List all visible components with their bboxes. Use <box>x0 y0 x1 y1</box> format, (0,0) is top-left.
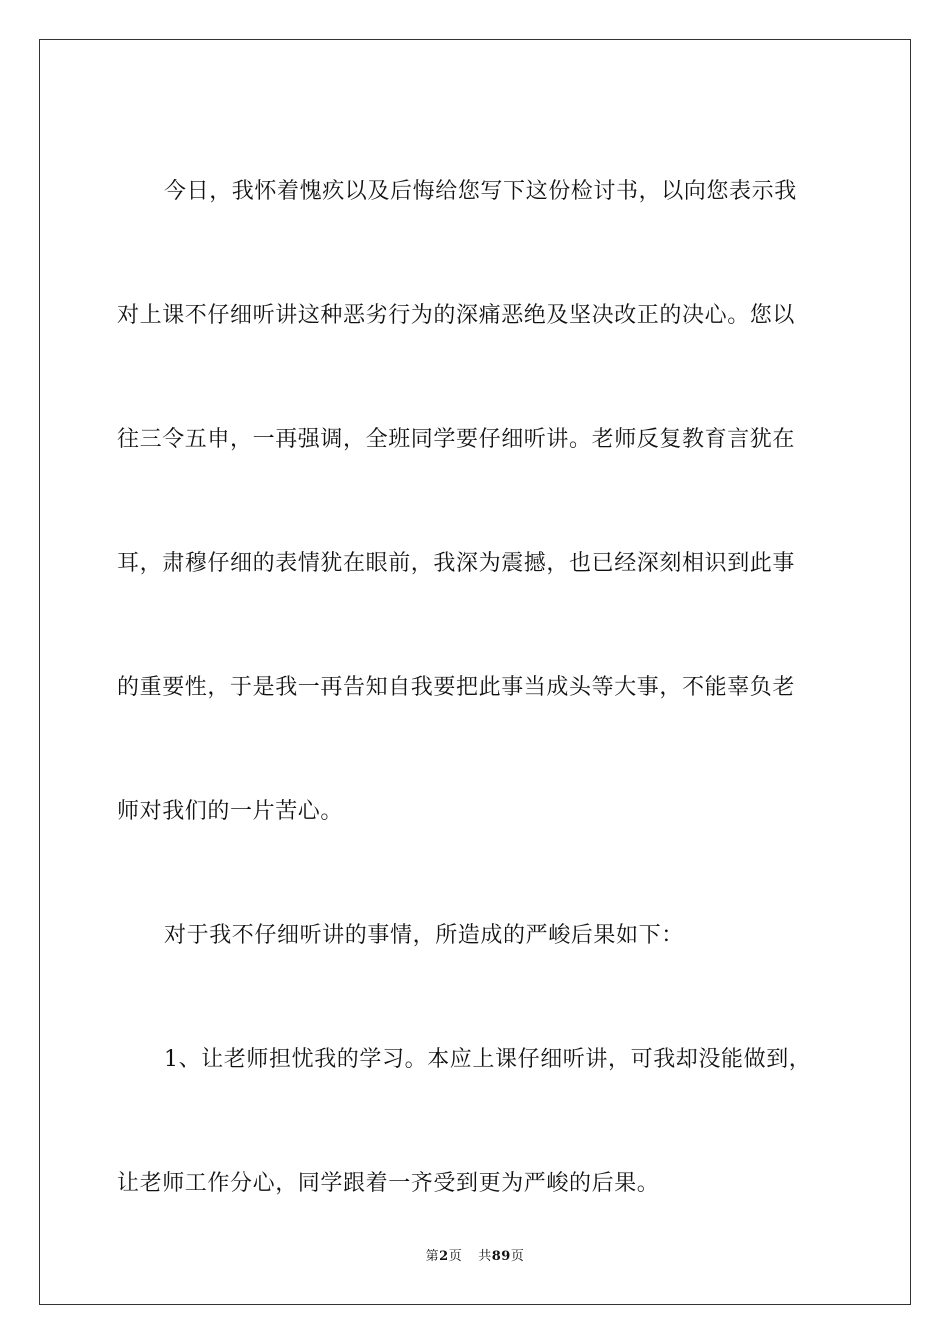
paragraph-line-2: 对上课不仔细听讲这种恶劣行为的深痛恶绝及坚决改正的决心。您以 <box>117 303 796 328</box>
paragraph-line-7: 对于我不仔细听讲的事情，所造成的严峻后果如下： <box>164 923 684 948</box>
paragraph-line-8: 1、让老师担忧我的学习。本应上课仔细听讲，可我却没能做到， <box>164 1047 812 1072</box>
paragraph-line-4: 耳，肃穆仔细的表情犹在眼前，我深为震撼，也已经深刻相识到此事 <box>117 551 796 576</box>
page-suffix: 页 <box>448 1249 463 1264</box>
paragraph-line-1: 今日，我怀着愧疚以及后悔给您写下这份检讨书，以向您表示我 <box>164 179 797 204</box>
page-prefix: 第 <box>425 1249 440 1264</box>
paragraph-line-5: 的重要性，于是我一再告知自我要把此事当成头等大事，不能辜负老 <box>117 675 796 700</box>
page-footer <box>0 1245 950 1264</box>
page-number: 2 <box>439 1249 449 1264</box>
total-pages: 89 <box>491 1249 511 1264</box>
paragraph-line-6: 师对我们的一片苦心。 <box>117 799 344 824</box>
paragraph-line-9: 让老师工作分心，同学跟着一齐受到更为严峻的后果。 <box>117 1171 660 1196</box>
total-suffix: 页 <box>510 1249 525 1264</box>
document-body <box>117 130 837 1246</box>
paragraph-line-3: 往三令五申，一再强调，全班同学要仔细听讲。老师反复教育言犹在 <box>117 427 796 452</box>
total-prefix: 共 <box>478 1249 492 1264</box>
